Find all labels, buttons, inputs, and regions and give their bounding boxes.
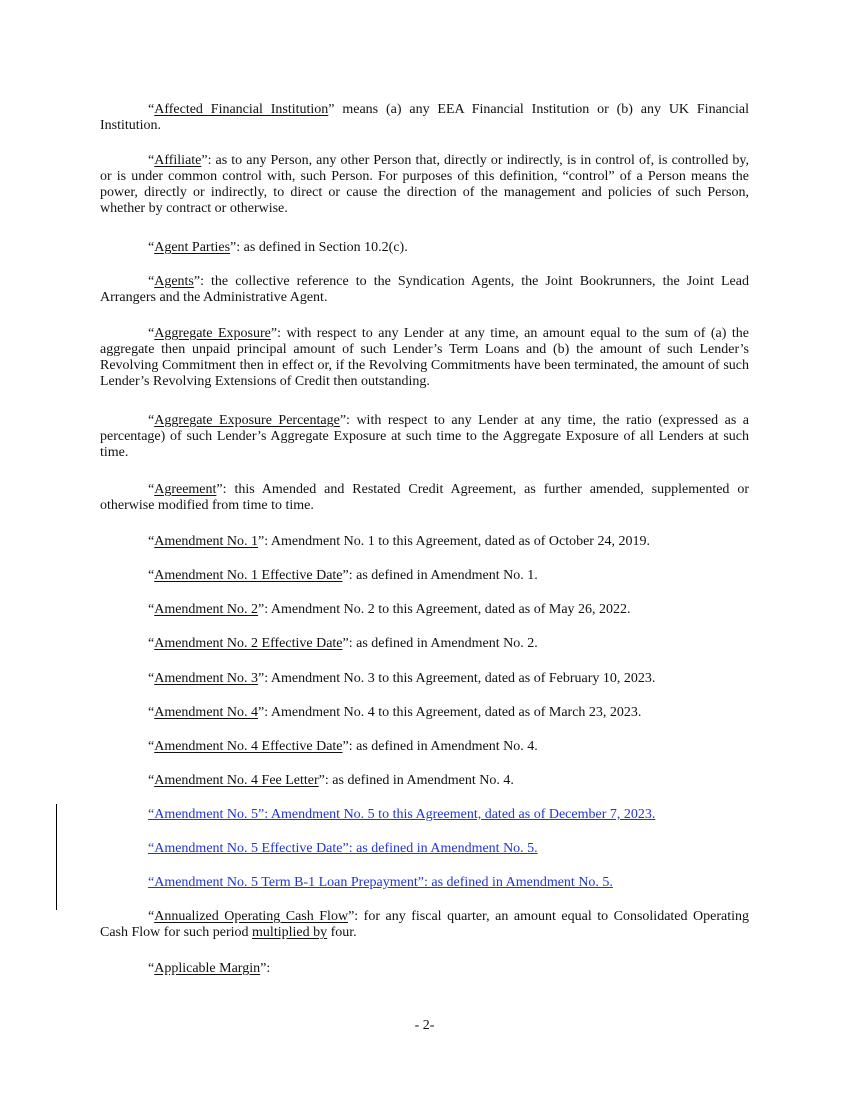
definition-paragraph: “Annualized Operating Cash Flow”: for any fiscal quarter, an amount equal to Consolidated Operating Cash Flow for such period multiplied by four. bbox=[100, 909, 749, 940]
definition-paragraph: “Agents”: the collective reference to the Syndication Agents, the Joint Bookrunners, the Joint Lead Arrangers and the Administrative Agent. bbox=[100, 274, 749, 305]
defined-term: Amendment No. 4 bbox=[154, 705, 259, 720]
inserted-definition: “Amendment No. 5”: Amendment No. 5 to this Agreement, dated as of December 7, 2023. bbox=[148, 807, 656, 822]
defined-term: Aggregate Exposure bbox=[154, 326, 271, 341]
definition-paragraph: “Agreement”: this Amended and Restated Credit Agreement, as further amended, supplemented or otherwise modified from time to time. bbox=[100, 482, 749, 513]
defined-term: Agent Parties bbox=[154, 240, 231, 255]
definition-paragraph: “Aggregate Exposure”: with respect to any Lender at any time, an amount equal to the sum of (a) the aggregate then unpaid principal amount of such Lender’s Term Loans and (b) the amount of such Lender’s Revolving Commitment then in effect or, if the Revolving Commitments have been terminated, the amount of such Lender’s Revolving Extensions of Credit then outstanding. bbox=[100, 326, 749, 389]
revision-change-bar bbox=[56, 838, 57, 872]
definition-paragraph: “Amendment No. 1”: Amendment No. 1 to this Agreement, dated as of October 24, 2019. bbox=[148, 534, 650, 549]
defined-term: Annualized Operating Cash Flow bbox=[154, 909, 349, 924]
definition-paragraph: “Amendment No. 2 Effective Date”: as defined in Amendment No. 2. bbox=[148, 636, 538, 651]
defined-term: Amendment No. 2 Effective Date bbox=[154, 636, 343, 651]
defined-term: Agreement bbox=[154, 482, 217, 497]
definition-paragraph: “Amendment No. 4 Fee Letter”: as defined in Amendment No. 4. bbox=[148, 773, 514, 788]
definition-paragraph: “Applicable Margin”: bbox=[148, 961, 271, 976]
defined-term: Amendment No. 3 bbox=[154, 671, 259, 686]
definition-paragraph: “Affected Financial Institution” means (a) any EEA Financial Institution or (b) any UK Financial Institution. bbox=[100, 102, 749, 133]
defined-term: Affected Financial Institution bbox=[154, 102, 329, 117]
defined-term: Amendment No. 1 bbox=[154, 534, 259, 549]
defined-term: Affiliate bbox=[154, 153, 202, 168]
defined-term: Amendment No. 1 Effective Date bbox=[154, 568, 343, 583]
definition-paragraph: “Amendment No. 3”: Amendment No. 3 to this Agreement, dated as of February 10, 2023. bbox=[148, 671, 656, 686]
defined-term: Applicable Margin bbox=[154, 961, 261, 976]
definition-paragraph: “Amendment No. 2”: Amendment No. 2 to this Agreement, dated as of May 26, 2022. bbox=[148, 602, 631, 617]
revision-change-bar bbox=[56, 804, 57, 838]
definition-paragraph: “Amendment No. 4”: Amendment No. 4 to this Agreement, dated as of March 23, 2023. bbox=[148, 705, 642, 720]
defined-term: Aggregate Exposure Percentage bbox=[154, 413, 340, 428]
definition-paragraph: “Aggregate Exposure Percentage”: with respect to any Lender at any time, the ratio (expressed as a percentage) of such Lender’s Aggregate Exposure at such time to the Aggregate Exposure of all Lenders at such time. bbox=[100, 413, 750, 460]
definition-paragraph: “Agent Parties”: as defined in Section 10.2(c). bbox=[148, 240, 408, 255]
definition-paragraph: “Amendment No. 4 Effective Date”: as defined in Amendment No. 4. bbox=[148, 739, 538, 754]
definition-paragraph: “Affiliate”: as to any Person, any other Person that, directly or indirectly, is in control of, is controlled by, or is under common control with, such Person. For purposes of this definition, “control” of a Person means the power, directly or indirectly, to direct or cause the direction of the management and policies of such Person, whether by contract or otherwise. bbox=[100, 153, 749, 216]
defined-term: Amendment No. 4 Fee Letter bbox=[154, 773, 319, 788]
defined-term: Amendment No. 4 Effective Date bbox=[154, 739, 343, 754]
inserted-definition: “Amendment No. 5 Effective Date”: as defined in Amendment No. 5. bbox=[148, 841, 538, 856]
defined-term: Agents bbox=[154, 274, 194, 289]
revision-change-bar bbox=[56, 872, 57, 910]
defined-term: Amendment No. 2 bbox=[154, 602, 259, 617]
inserted-definition: “Amendment No. 5 Term B-1 Loan Prepayment”: as defined in Amendment No. 5. bbox=[148, 875, 613, 890]
emphasis: multiplied by bbox=[252, 925, 328, 940]
page-number: - 2- bbox=[414, 1018, 435, 1033]
definition-paragraph: “Amendment No. 1 Effective Date”: as defined in Amendment No. 1. bbox=[148, 568, 538, 583]
